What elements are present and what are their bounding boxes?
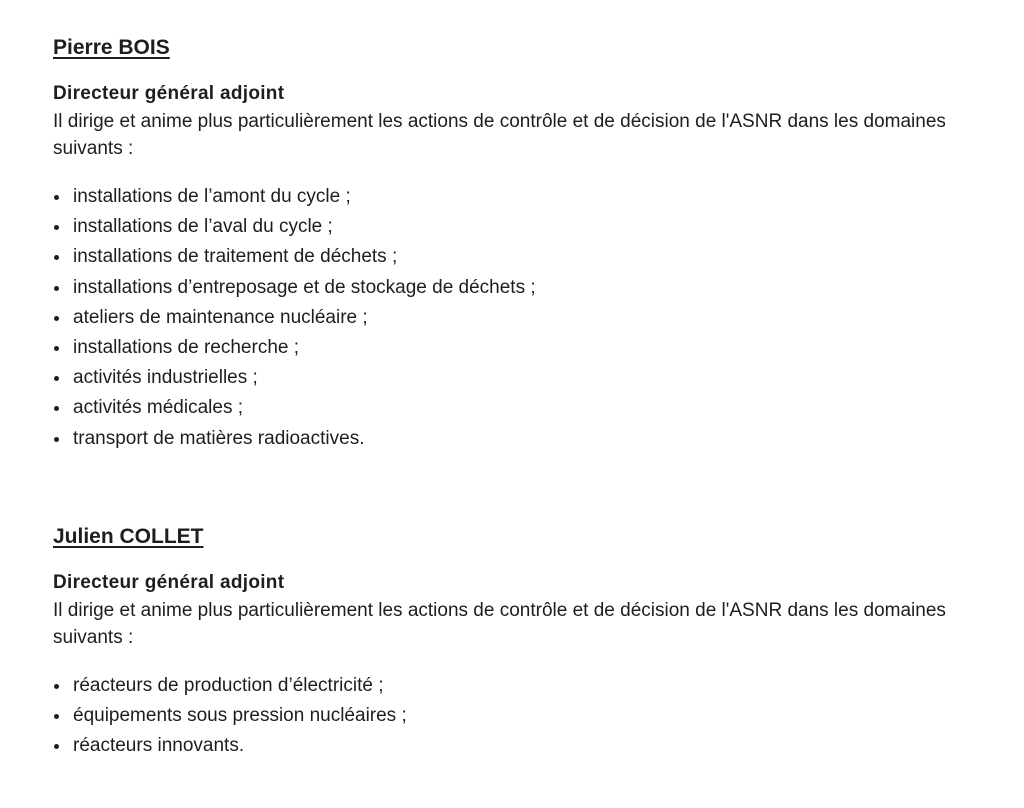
list-item: installations d’entreposage et de stockage de déchets ; xyxy=(53,273,953,303)
person-pierre-bois xyxy=(53,34,953,454)
person-role: Directeur général adjoint xyxy=(53,83,285,104)
list-item: installations de traitement de déchets ; xyxy=(53,242,953,272)
list-item: équipements sous pression nucléaires ; xyxy=(53,701,953,731)
person-description: Il dirige et anime plus particulièrement les actions de contrôle et de décision de l'ASNR dans les domaines suivants : xyxy=(53,600,946,648)
list-item: ateliers de maintenance nucléaire ; xyxy=(53,303,953,333)
person-name[interactable]: Julien COLLET xyxy=(53,525,204,548)
domains-list xyxy=(53,182,953,454)
list-item: activités industrielles ; xyxy=(53,363,953,393)
list-item: activités médicales ; xyxy=(53,393,953,423)
domains-list xyxy=(53,671,953,762)
person-role: Directeur général adjoint xyxy=(53,572,285,593)
list-item: réacteurs de production d’électricité ; xyxy=(53,671,953,701)
list-item: installations de recherche ; xyxy=(53,333,953,363)
list-item: installations de l’aval du cycle ; xyxy=(53,212,953,242)
list-item: installations de l’amont du cycle ; xyxy=(53,182,953,212)
list-item: réacteurs innovants. xyxy=(53,731,953,761)
list-item: transport de matières radioactives. xyxy=(53,424,953,454)
person-name[interactable]: Pierre BOIS xyxy=(53,36,170,59)
person-julien-collet xyxy=(53,523,953,762)
person-description: Il dirige et anime plus particulièrement les actions de contrôle et de décision de l'ASNR dans les domaines suivants : xyxy=(53,111,946,159)
